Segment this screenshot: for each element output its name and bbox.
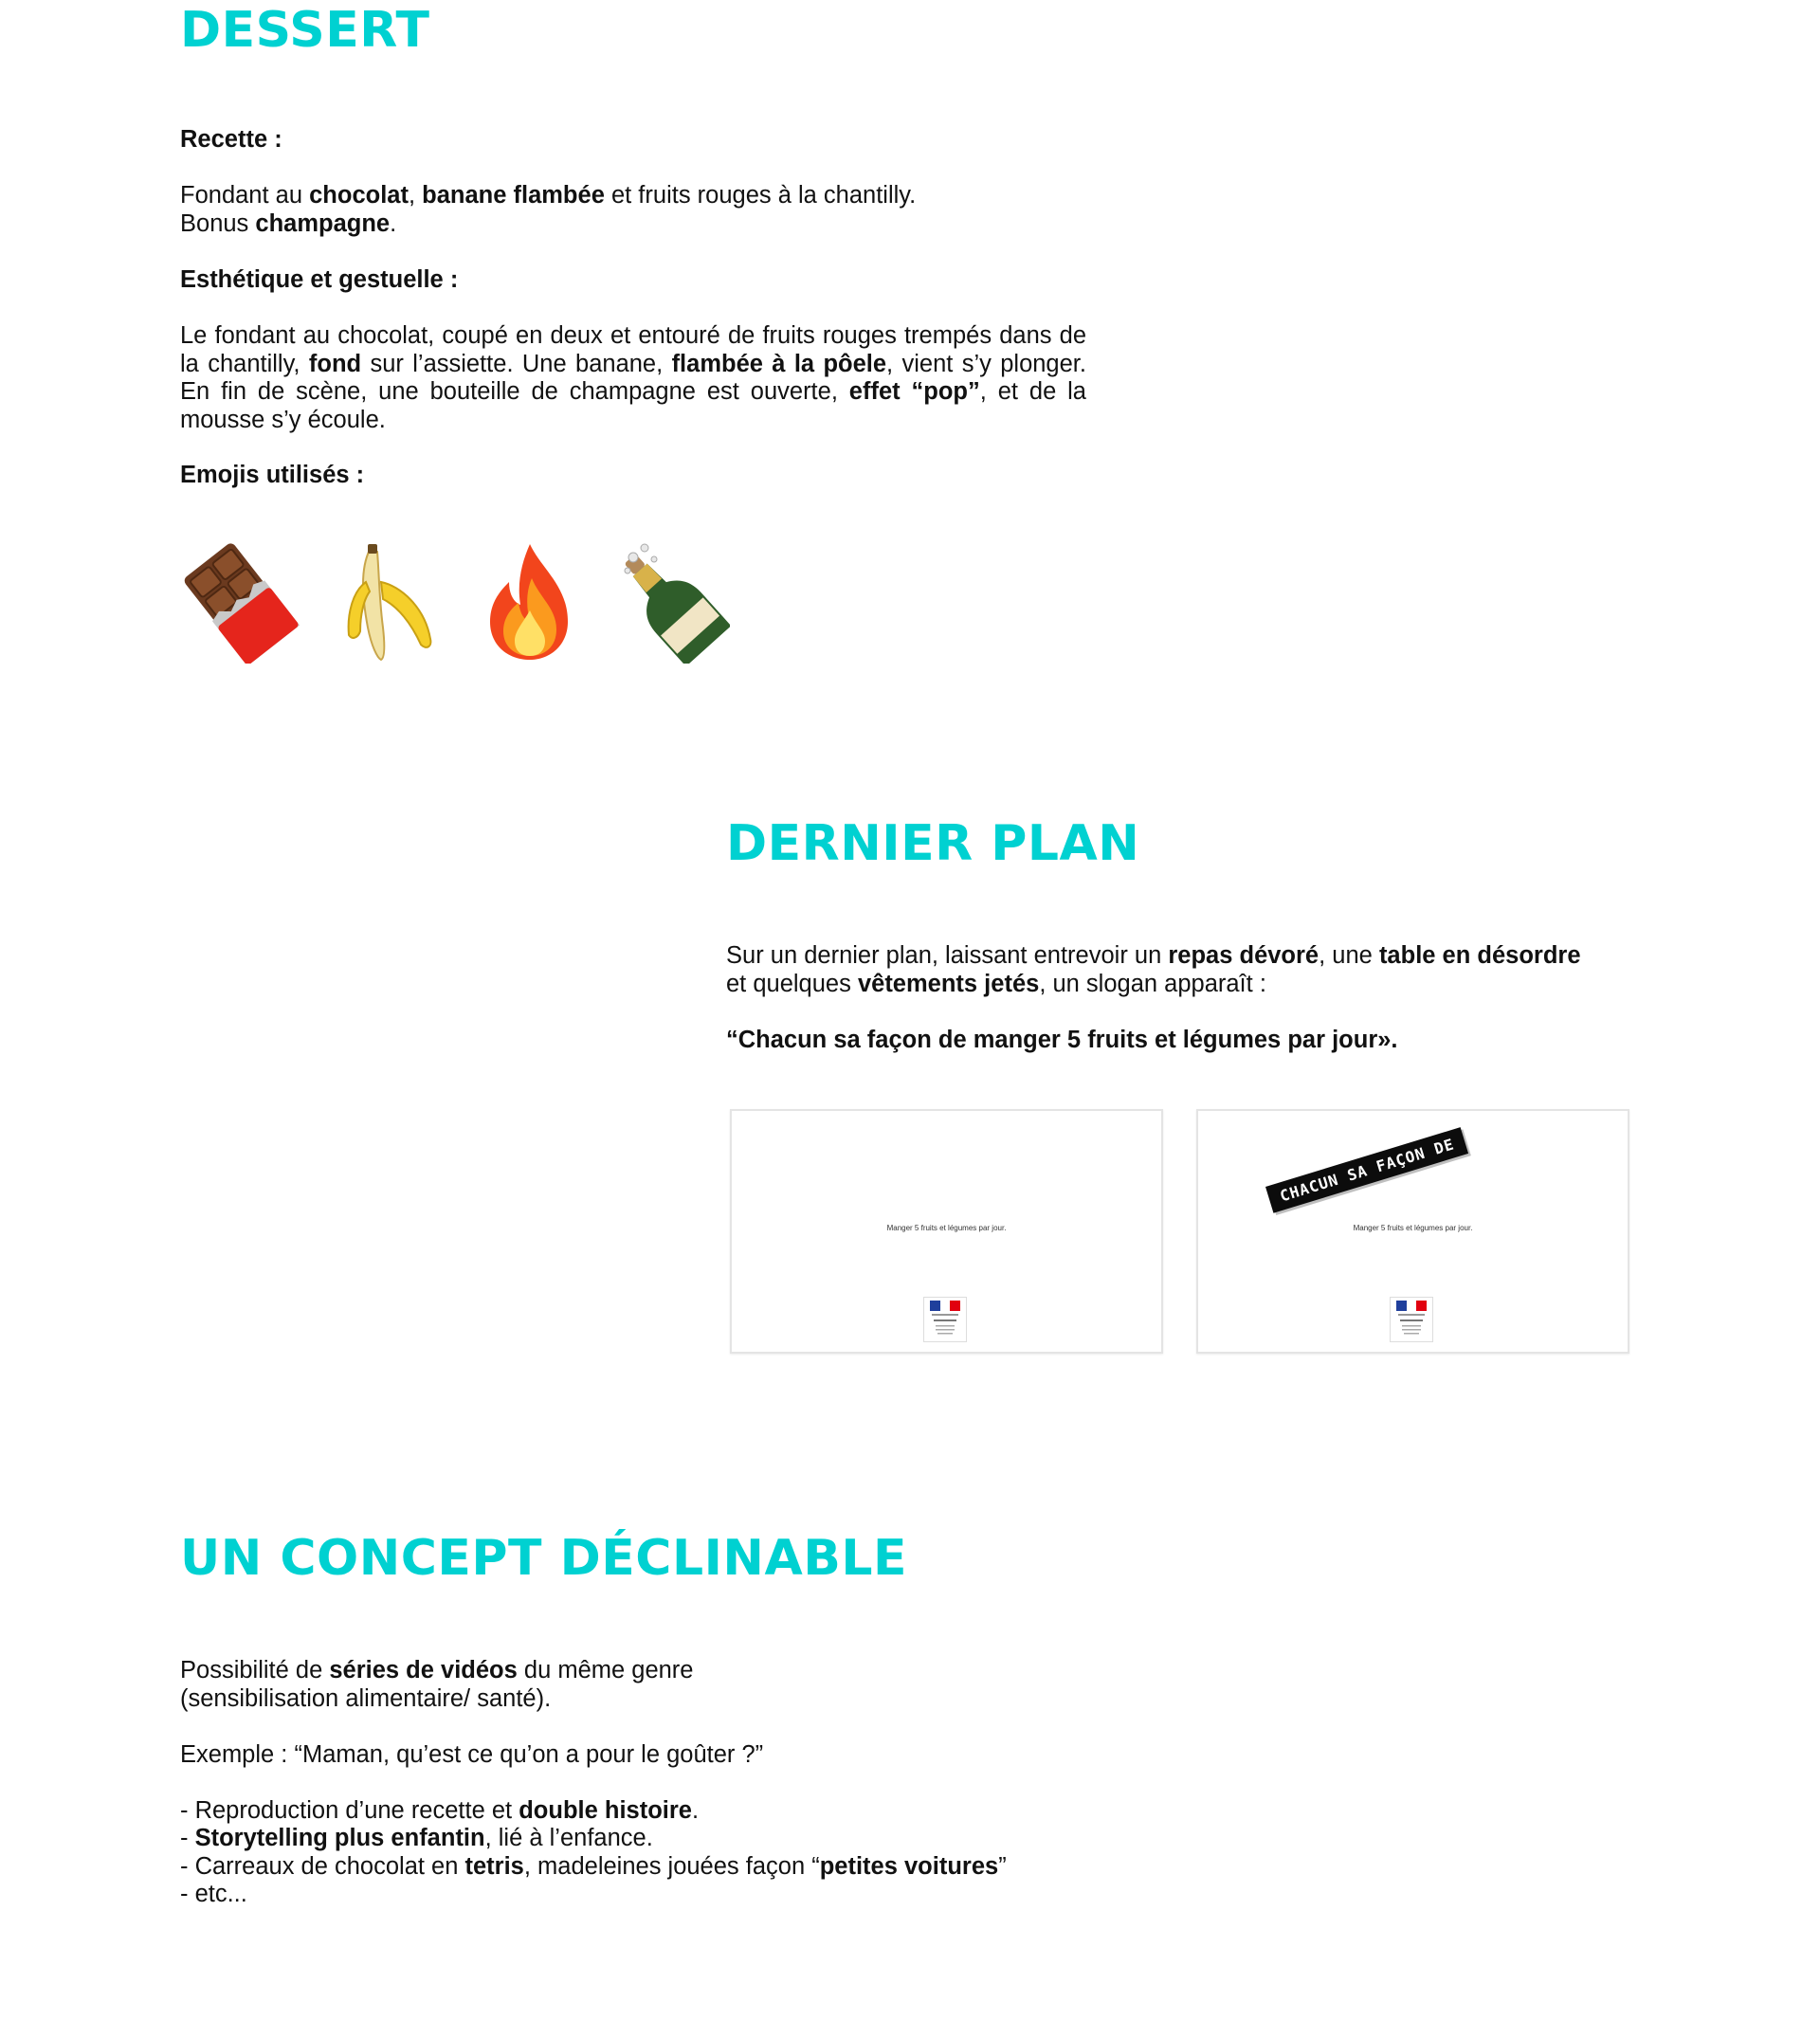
bullet-text: - Carreaux de chocolat en	[180, 1852, 465, 1880]
esth-bold: fond	[308, 350, 362, 377]
fire-icon	[469, 540, 592, 664]
dp-text: , une	[1319, 942, 1379, 969]
bullet-text: , madeleines jouées façon “	[523, 1852, 820, 1880]
bullet-text: ”	[998, 1852, 1007, 1880]
bullet-bold: Storytelling plus enfantin	[194, 1825, 485, 1851]
recette-text: ,	[408, 182, 423, 209]
recette-text: et fruits rouges à la chantilly.	[604, 182, 917, 209]
esth-bold: effet “pop”	[848, 378, 980, 405]
concept-line: Possibilité de	[180, 1657, 330, 1683]
concept-bold: séries de vidéos	[329, 1657, 518, 1683]
concept-example: Exemple : “Maman, qu’est ce qu’on a pour le goûter ?”	[180, 1740, 764, 1768]
recette-heading: Recette :	[180, 126, 282, 153]
republique-francaise-logo-icon	[923, 1297, 967, 1342]
recette-text: .	[390, 209, 397, 237]
concept-line: du même genre	[517, 1657, 694, 1683]
end-frame-plain	[730, 1109, 1163, 1354]
dp-bold: table en désordre	[1378, 942, 1581, 969]
emojis-heading: Emojis utilisés :	[180, 462, 365, 488]
recette-text: Bonus	[180, 209, 256, 237]
recette-text: Fondant au	[180, 182, 310, 209]
dernier-plan-title: DERNIER PLAN	[726, 815, 1140, 872]
dp-text: , un slogan apparaît :	[1039, 970, 1266, 997]
dernier-plan-text	[726, 942, 1674, 1054]
esth-text: sur l’assiette. Une banane,	[361, 350, 672, 377]
esth-text: , vient s’y plonger. En fin de scène, une bouteille de champagne est ouverte,	[180, 350, 1086, 405]
chocolate-bar-icon	[180, 540, 303, 664]
esthetique-heading: Esthétique et gestuelle :	[180, 265, 459, 293]
bullet-text: , lié à l’enfance.	[484, 1825, 653, 1851]
esthetique-paragraph	[180, 322, 1086, 434]
recette-banane: banane flambée	[422, 182, 605, 209]
bullet-bold: double histoire	[519, 1796, 692, 1824]
bullet-text: - etc...	[180, 1881, 247, 1907]
esth-bold: flambée à la pôele	[671, 350, 887, 377]
banana-icon	[332, 540, 455, 664]
esth-text: , et de la mousse s’y écoule.	[180, 378, 1086, 433]
dp-bold: vêtements jetés	[857, 970, 1040, 997]
recette-champagne: champagne	[255, 209, 391, 237]
bullet-text: -	[180, 1825, 195, 1851]
concept-title: UN CONCEPT DÉCLINABLE	[180, 1530, 907, 1587]
concept-line: (sensibilisation alimentaire/ santé).	[180, 1684, 552, 1712]
dessert-recette-block	[180, 126, 1109, 294]
esth-text: Le fondant au chocolat, coupé en deux et entouré de fruits rouges trempés dans de la chantilly,	[180, 322, 1086, 377]
frame-caption: Manger 5 fruits et légumes par jour.	[886, 1224, 1007, 1232]
republique-francaise-logo-icon	[1390, 1297, 1433, 1342]
concept-text	[180, 1657, 1223, 1909]
dp-text: et quelques	[726, 970, 858, 997]
dp-text: Sur un dernier plan, laissant entrevoir un	[726, 942, 1169, 969]
end-frame-with-slogan	[1196, 1109, 1629, 1354]
dessert-title: DESSERT	[180, 2, 430, 59]
frame-caption: Manger 5 fruits et légumes par jour.	[1353, 1224, 1473, 1232]
emojis-heading-block	[180, 462, 364, 490]
champagne-bottle-icon	[607, 540, 730, 664]
bullet-text: - Reproduction d’une recette et	[180, 1796, 519, 1824]
slogan-sticker: CHACUN SA FAÇON DE	[1265, 1127, 1468, 1213]
bullet-text: .	[691, 1796, 700, 1824]
bullet-bold: tetris	[464, 1852, 524, 1880]
slogan: “Chacun sa façon de manger 5 fruits et légumes par jour».	[726, 1026, 1398, 1053]
bullet-bold: petites voitures	[819, 1852, 999, 1880]
recette-chocolat: chocolat	[309, 182, 409, 209]
dp-bold: repas dévoré	[1168, 942, 1320, 969]
